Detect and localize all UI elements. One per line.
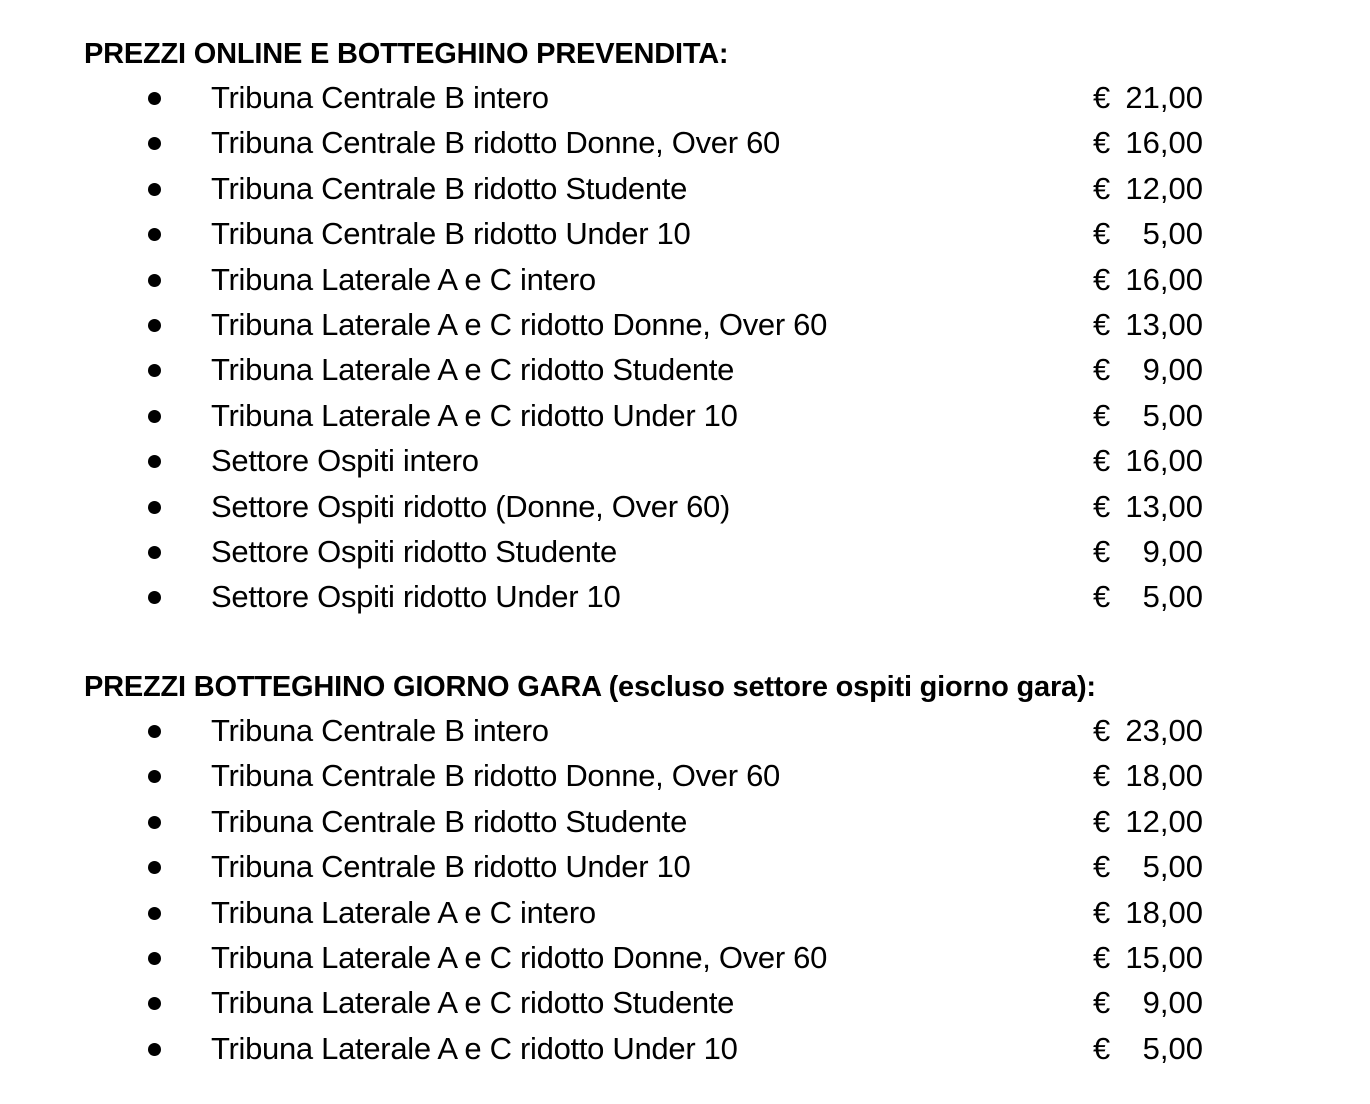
price-row <box>0 710 1370 755</box>
price-item-label: Tribuna Laterale A e C ridotto Under 10 <box>211 1030 738 1066</box>
price-amount: 5,00 <box>1142 849 1203 885</box>
price-row <box>0 440 1370 485</box>
bullet-icon <box>148 952 161 965</box>
bullet-icon <box>148 319 161 332</box>
currency-symbol: € <box>1093 939 1111 975</box>
bullet-icon <box>148 816 161 829</box>
price-row <box>0 304 1370 349</box>
currency-symbol: € <box>1093 216 1111 252</box>
price-item-label: Tribuna Centrale B ridotto Under 10 <box>211 849 691 885</box>
bullet-icon <box>148 501 161 514</box>
price-item-label: Tribuna Centrale B ridotto Donne, Over 60 <box>211 758 780 794</box>
bullet-icon <box>148 907 161 920</box>
bullet-icon <box>148 92 161 105</box>
price-amount: 16,00 <box>1125 261 1203 297</box>
currency-symbol: € <box>1093 170 1111 206</box>
currency-symbol: € <box>1093 803 1111 839</box>
price-row <box>0 1028 1370 1073</box>
price-row <box>0 531 1370 576</box>
currency-symbol: € <box>1093 80 1111 115</box>
currency-symbol: € <box>1093 849 1111 885</box>
price-amount: 5,00 <box>1142 397 1203 433</box>
price-row <box>0 213 1370 258</box>
currency-symbol: € <box>1093 1030 1111 1066</box>
section-heading-matchday: PREZZI BOTTEGHINO GIORNO GARA (escluso settore ospiti giorno gara): <box>84 671 1096 703</box>
bullet-icon <box>148 997 161 1010</box>
price-amount: 16,00 <box>1125 125 1203 161</box>
price-row <box>0 486 1370 531</box>
price-row <box>0 259 1370 304</box>
bullet-icon <box>148 137 161 150</box>
price-row <box>0 349 1370 394</box>
currency-symbol: € <box>1093 352 1111 388</box>
currency-symbol: € <box>1093 985 1111 1021</box>
price-amount: 9,00 <box>1142 533 1203 569</box>
price-amount: 5,00 <box>1142 216 1203 252</box>
bullet-icon <box>148 183 161 196</box>
bullet-icon <box>148 364 161 377</box>
price-amount: 16,00 <box>1125 443 1203 479</box>
currency-symbol: € <box>1093 894 1111 930</box>
price-item-label: Tribuna Laterale A e C intero <box>211 261 596 297</box>
price-item-label: Tribuna Laterale A e C ridotto Studente <box>211 985 735 1021</box>
price-row <box>0 755 1370 800</box>
price-amount: 13,00 <box>1125 488 1203 524</box>
price-amount: 13,00 <box>1125 306 1203 342</box>
price-item-label: Tribuna Centrale B ridotto Studente <box>211 170 688 206</box>
currency-symbol: € <box>1093 758 1111 794</box>
price-list-matchday <box>0 710 1370 1073</box>
currency-symbol: € <box>1093 306 1111 342</box>
price-amount: 12,00 <box>1125 170 1203 206</box>
currency-symbol: € <box>1093 713 1111 748</box>
price-item-label: Tribuna Centrale B intero <box>211 80 549 115</box>
bullet-icon <box>148 725 161 738</box>
price-item-label: Tribuna Laterale A e C ridotto Studente <box>211 352 735 388</box>
price-item-label: Tribuna Centrale B ridotto Donne, Over 60 <box>211 125 780 161</box>
bullet-icon <box>148 861 161 874</box>
currency-symbol: € <box>1093 488 1111 524</box>
price-item-label: Settore Ospiti ridotto Studente <box>211 533 617 569</box>
price-item-label: Tribuna Laterale A e C ridotto Under 10 <box>211 397 738 433</box>
price-amount: 18,00 <box>1125 894 1203 930</box>
price-amount: 21,00 <box>1125 80 1203 115</box>
section-heading-online: PREZZI ONLINE E BOTTEGHINO PREVENDITA: <box>84 38 729 70</box>
price-amount: 18,00 <box>1125 758 1203 794</box>
price-item-label: Tribuna Laterale A e C ridotto Donne, Over 60 <box>211 939 828 975</box>
price-amount: 9,00 <box>1142 985 1203 1021</box>
price-row <box>0 576 1370 621</box>
price-item-label: Settore Ospiti intero <box>211 443 479 479</box>
price-row <box>0 982 1370 1027</box>
bullet-icon <box>148 455 161 468</box>
price-amount: 12,00 <box>1125 803 1203 839</box>
price-item-label: Settore Ospiti ridotto Under 10 <box>211 579 621 615</box>
price-row <box>0 122 1370 167</box>
bullet-icon <box>148 228 161 241</box>
price-amount: 15,00 <box>1125 939 1203 975</box>
currency-symbol: € <box>1093 261 1111 297</box>
bullet-icon <box>148 410 161 423</box>
price-row <box>0 801 1370 846</box>
price-item-label: Settore Ospiti ridotto (Donne, Over 60) <box>211 488 730 524</box>
currency-symbol: € <box>1093 397 1111 433</box>
currency-symbol: € <box>1093 443 1111 479</box>
currency-symbol: € <box>1093 533 1111 569</box>
price-amount: 9,00 <box>1142 352 1203 388</box>
price-amount: 5,00 <box>1142 579 1203 615</box>
price-item-label: Tribuna Centrale B ridotto Under 10 <box>211 216 691 252</box>
price-item-label: Tribuna Centrale B ridotto Studente <box>211 803 688 839</box>
price-amount: 5,00 <box>1142 1030 1203 1066</box>
price-row <box>0 395 1370 440</box>
currency-symbol: € <box>1093 579 1111 615</box>
bullet-icon <box>148 770 161 783</box>
price-amount: 23,00 <box>1125 713 1203 748</box>
price-row <box>0 937 1370 982</box>
bullet-icon <box>148 546 161 559</box>
price-item-label: Tribuna Centrale B intero <box>211 713 549 748</box>
price-row <box>0 892 1370 937</box>
price-item-label: Tribuna Laterale A e C ridotto Donne, Over 60 <box>211 306 828 342</box>
price-row <box>0 168 1370 213</box>
currency-symbol: € <box>1093 125 1111 161</box>
bullet-icon <box>148 1043 161 1056</box>
price-list-online <box>0 77 1370 622</box>
price-row <box>0 846 1370 891</box>
bullet-icon <box>148 274 161 287</box>
bullet-icon <box>148 591 161 604</box>
price-row <box>0 77 1370 122</box>
price-item-label: Tribuna Laterale A e C intero <box>211 894 596 930</box>
